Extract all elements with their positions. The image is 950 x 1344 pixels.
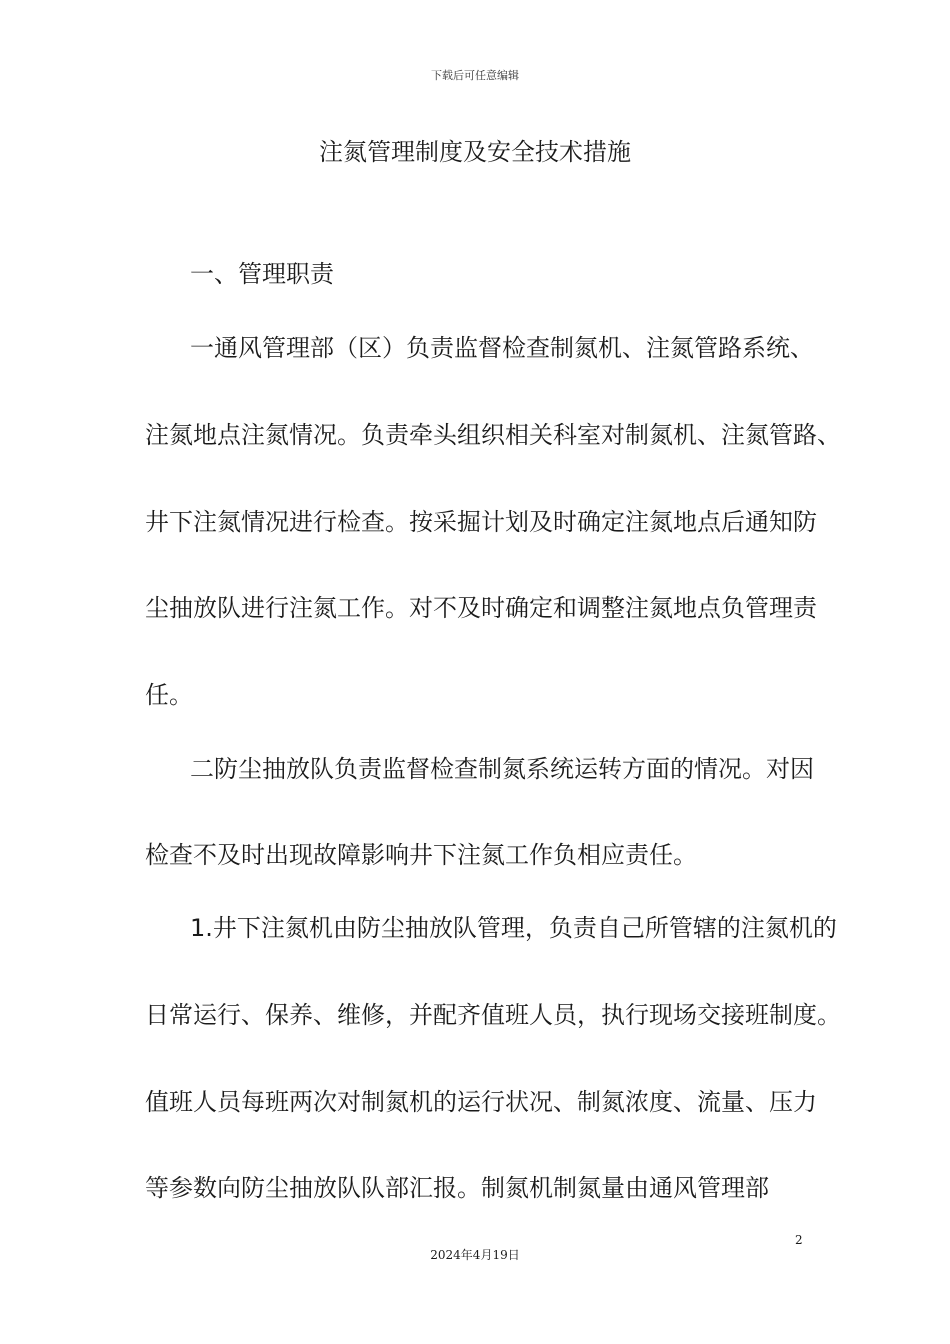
paragraph-line: 二防尘抽放队负责监督检查制氮系统运转方面的情况。对因 (190, 755, 814, 783)
paragraph-line: 井下注氮情况进行检查。按采掘计划及时确定注氮地点后通知防 (145, 508, 817, 536)
header-note: 下载后可任意编辑 (431, 69, 519, 82)
paragraph-line: 日常运行、保养、维修，并配齐值班人员，执行现场交接班制度。 (145, 1001, 841, 1029)
paragraph-line: 一通风管理部（区）负责监督检查制氮机、注氮管路系统、 (190, 334, 814, 362)
page-number: 2 (795, 1233, 803, 1247)
paragraph-line: 1.井下注氮机由防尘抽放队管理，负责自己所管辖的注氮机的 (190, 914, 837, 942)
paragraph-line: 注氮地点注氮情况。负责牵头组织相关科室对制氮机、注氮管路、 (145, 421, 841, 449)
document-title: 注氮管理制度及安全技术措施 (319, 138, 631, 166)
section-heading: 一、管理职责 (190, 260, 334, 288)
paragraph-line: 任。 (145, 681, 193, 709)
paragraph-line: 值班人员每班两次对制氮机的运行状况、制氮浓度、流量、压力 (145, 1088, 817, 1116)
paragraph-line: 等参数向防尘抽放队队部汇报。制氮机制氮量由通风管理部 (145, 1174, 769, 1202)
footer-date: 2024年4月19日 (430, 1248, 520, 1262)
paragraph-line: 检查不及时出现故障影响井下注氮工作负相应责任。 (145, 841, 697, 869)
paragraph-line: 尘抽放队进行注氮工作。对不及时确定和调整注氮地点负管理责 (145, 594, 817, 622)
